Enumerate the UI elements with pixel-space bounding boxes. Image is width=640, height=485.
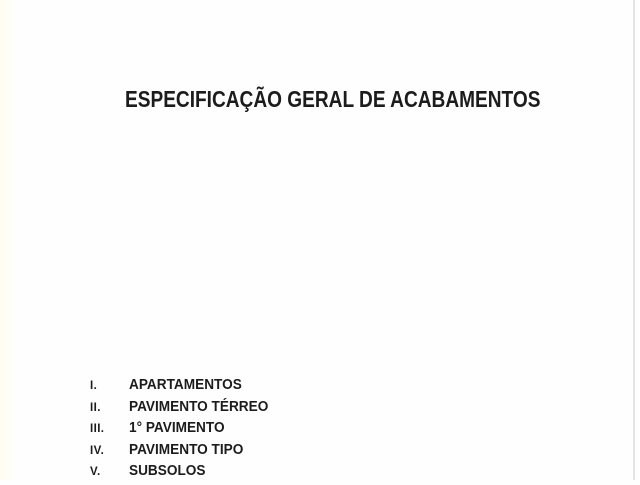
- toc-item: [90, 377, 277, 399]
- toc-list: [90, 377, 277, 485]
- toc-item: [90, 399, 277, 421]
- toc-item-numeral: IV.: [90, 444, 105, 457]
- toc-item-label: SUBSOLOS: [129, 463, 206, 480]
- toc-item-label: PAVIMENTO TÉRREO: [129, 398, 269, 415]
- toc-item-numeral: II.: [90, 401, 101, 414]
- toc-item-numeral: V.: [90, 466, 101, 479]
- page-left-edge-shading: [0, 0, 18, 480]
- toc-item: [90, 442, 277, 464]
- toc-item-label: 1° PAVIMENTO: [129, 420, 225, 437]
- toc-item: [90, 420, 277, 442]
- toc-item-numeral: III.: [90, 423, 105, 436]
- toc-item-numeral: I.: [90, 380, 98, 392]
- toc-item: [90, 463, 277, 485]
- toc-item-label: APARTAMENTOS: [129, 377, 242, 393]
- page-right-edge-line: [633, 0, 635, 480]
- document-title: ESPECIFICAÇÃO GERAL DE ACABAMENTOS: [125, 86, 541, 112]
- toc-item-label: PAVIMENTO TIPO: [129, 441, 244, 458]
